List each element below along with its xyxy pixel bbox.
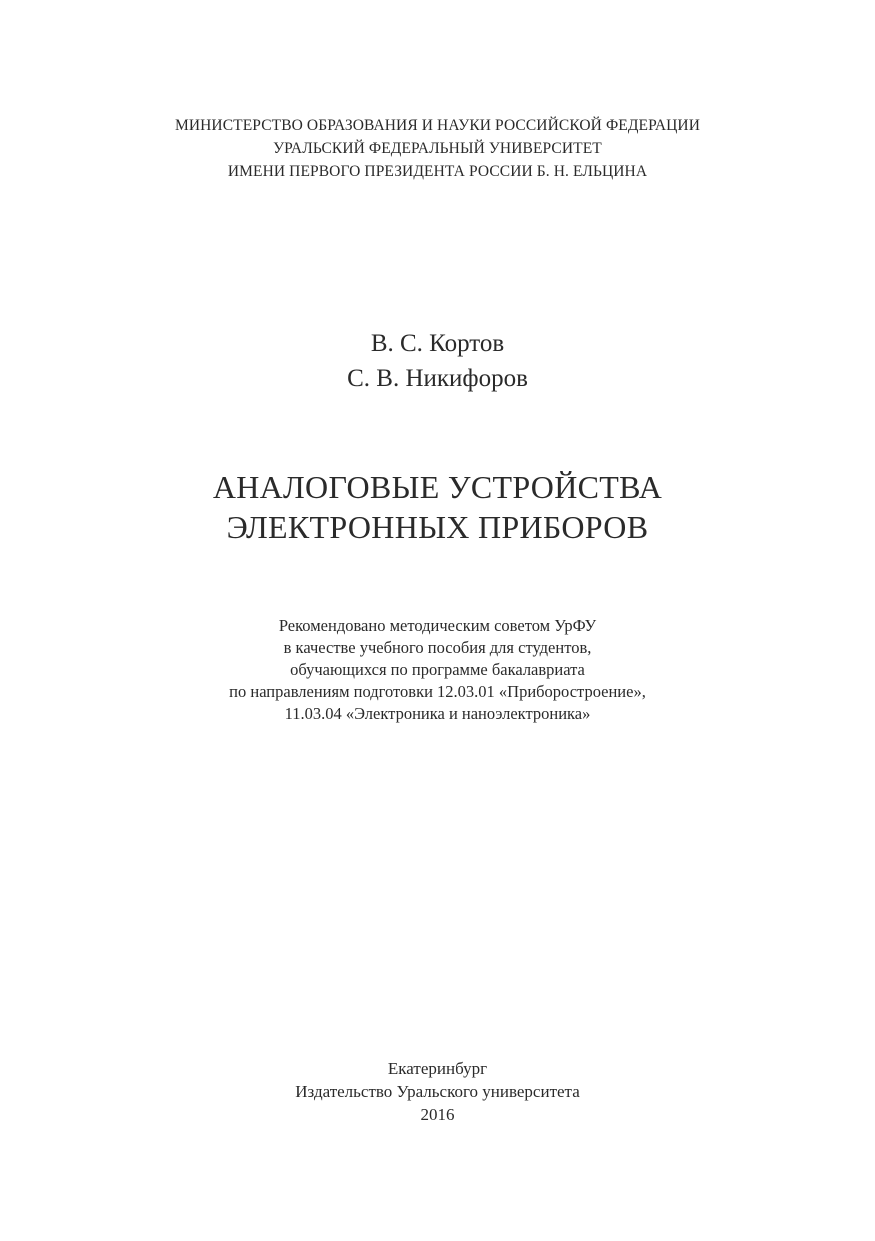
header-line-ministry: МИНИСТЕРСТВО ОБРАЗОВАНИЯ И НАУКИ РОССИЙСКОЙ ФЕДЕРАЦИИ (174, 117, 701, 134)
imprint-year: 2016 (420, 1105, 455, 1124)
header-line-named-after: ИМЕНИ ПЕРВОГО ПРЕЗИДЕНТА РОССИИ Б. Н. ЕЛЬЦИНА (227, 163, 648, 180)
ministry-header (0, 114, 875, 183)
author-name: В. С. Кортов (370, 330, 505, 357)
book-title-line: АНАЛОГОВЫЕ УСТРОЙСТВА (212, 469, 663, 505)
recommendation-line: в качестве учебного пособия для студентов, (283, 638, 592, 657)
recommendation-line: 11.03.04 «Электроника и наноэлектроника» (284, 704, 591, 723)
imprint (0, 1057, 875, 1126)
book-title (0, 467, 875, 547)
recommendation-note (0, 615, 875, 725)
imprint-publisher: Издательство Уральского университета (295, 1082, 580, 1101)
header-line-university: УРАЛЬСКИЙ ФЕДЕРАЛЬНЫЙ УНИВЕРСИТЕТ (273, 140, 602, 157)
author-name: С. В. Никифоров (347, 365, 528, 392)
imprint-city: Екатеринбург (387, 1059, 488, 1078)
authors (0, 326, 875, 396)
recommendation-line: по направлениям подготовки 12.03.01 «Приборостроение», (229, 682, 646, 701)
book-title-line: ЭЛЕКТРОННЫХ ПРИБОРОВ (226, 509, 649, 545)
recommendation-line: Рекомендовано методическим советом УрФУ (278, 616, 597, 635)
recommendation-line: обучающихся по программе бакалавриата (290, 660, 585, 679)
